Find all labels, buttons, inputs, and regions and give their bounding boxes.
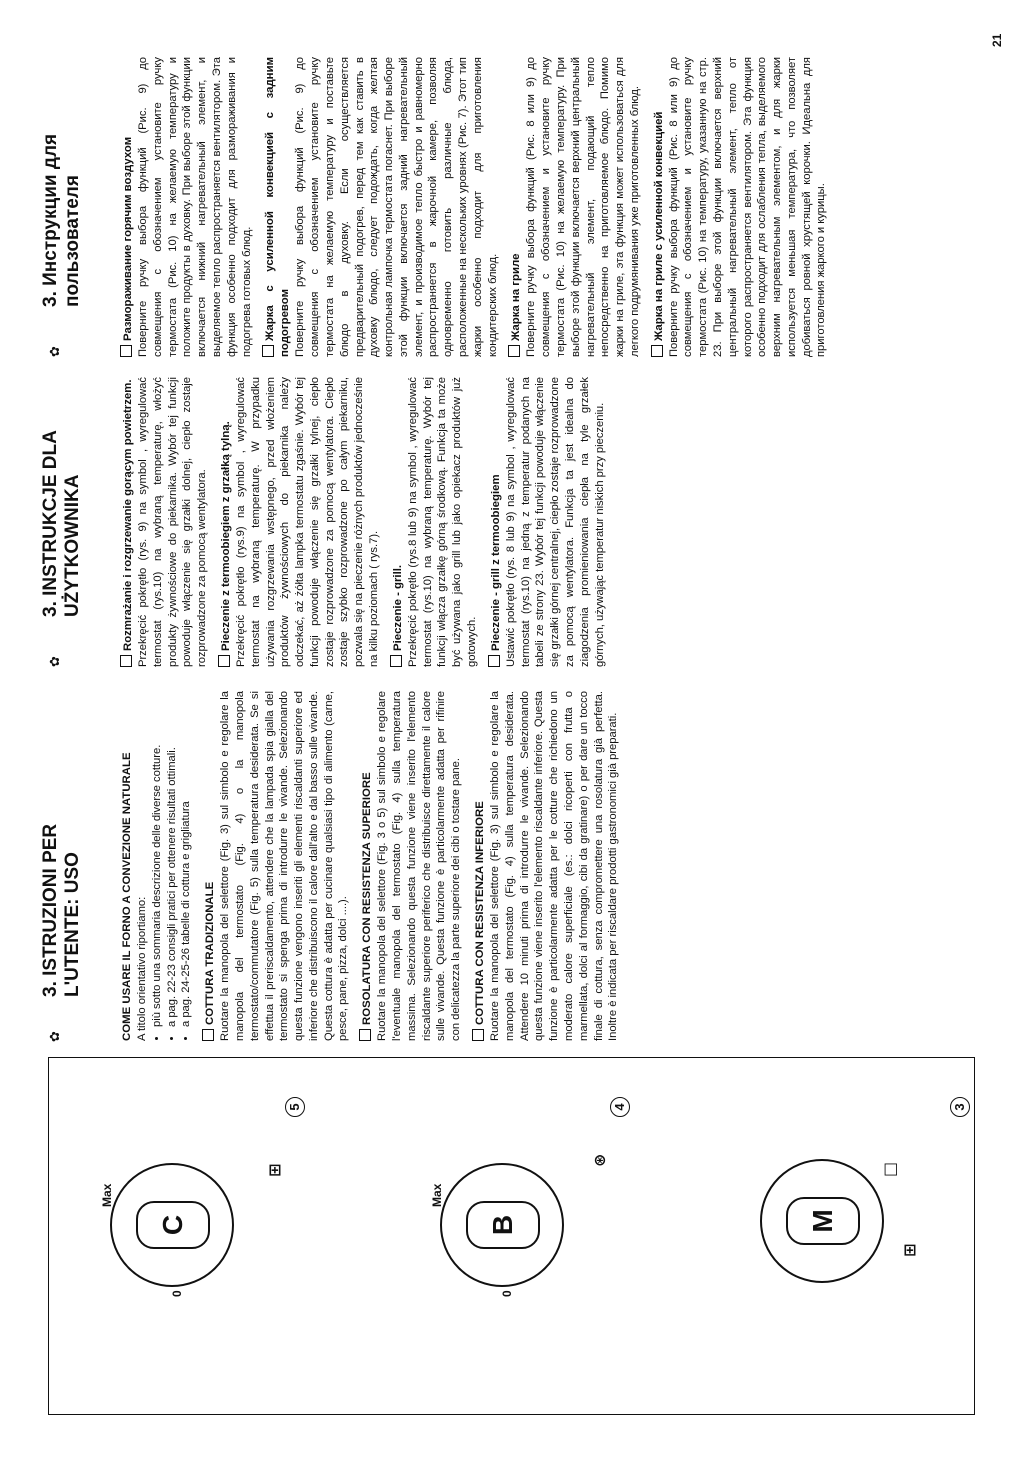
section-heading: ROSOLATURA CON RESISTENZA SUPERIORE: [361, 772, 374, 1025]
polish-title: 3. INSTRUKCJE DLA UŻYTKOWNIKA: [40, 430, 83, 617]
square-icon: [390, 655, 402, 667]
section-text: Ruotare la manopola del selettore (Fig. 3) sul simbolo e regolare la manopola del termostato (Fig. 4) sulla temperatura desiderata. Attendere 10 minuti prima di introdurre le vivande. Selezionando questa funzione viene inserito l'elemento riscaldante inferiore. Questa funzione è particolarmente adatta per le cotture che richiedono un moderato calore superficiale (es.: dolci ricoperti con frutta o marmellata, dolci al formaggio, cibi da gratinare) o per dare un tocco finale di cottura, senza compromettere una rosolatura già perfetta. Inoltre è indicata per riscaldare prodotti gastronomici già preparati.: [489, 691, 620, 1041]
tick-max: Max: [100, 1183, 114, 1207]
section-heading: Жарка на гриле: [510, 253, 523, 341]
square-icon: [120, 345, 132, 357]
square-icon: [472, 1029, 484, 1041]
figure-number: 4: [610, 1097, 630, 1117]
italian-title: 3. ISTRUZIONI PER L'UTENTE: USO: [40, 823, 83, 997]
selector-symbol-icon: □: [880, 1161, 899, 1177]
section-text: Ruotare la manopola del selettore (Fig. 3 o 5) sul simbolo e regolare l'eventuale manopola del termostato (Fig. 4) sulla temperatura massima. Selezionando questa funzione viene inserito l'elemento riscaldante superiore periferico che distribuisce direttamente il calore sulle vivande. Questa funzione è particolarmente adatta per rifinire con delicatezza la parte superiore dei cibi o tostare pane.: [376, 691, 463, 1041]
russian-title: 3. Инструкции для пользователя: [40, 133, 83, 307]
logo-icon: ✿: [48, 1031, 63, 1042]
section-text: Поверните ручку выбора функций (Рис. 9) до совмещения с обозначением установите ручку термостата (Рис. 10) на желаемую температуру и положите продукты в духовку. При выборе этой функции включается нижний нагревательный элемент, и выделяемое тепло распространяется вентилятором. Эта функция особенно подходит для размораживания и подогрева готовых блюд.: [137, 57, 253, 357]
italian-intro: A titolo orientativo riportiamo:: [136, 896, 149, 1041]
selector-knob: [760, 1159, 884, 1283]
section-heading: Жарка с усиленной конвекцией с задним подогревом: [264, 57, 292, 357]
square-icon: [488, 655, 500, 667]
square-icon: [508, 345, 520, 357]
grill-symbol-icon: ⊞: [900, 1243, 919, 1257]
italian-bullets: [150, 691, 194, 1041]
section-text: Ustawić pokrętło (rys. 8 lub 9) na symbol , wyregulować termostat (rys.10) na jedną z temperatur podanych na tabeli ze strony 23. Wybór tej funkcji powoduje włączenie się grzałki górnej centralnej, ciepło zostaje rozprowadzone za pomocą wentylatora. Funkcja ta jest idealna do ziagodzenia promieniowania ciepła na tyle grzałek górnych, używając temperatur niskich przy pieczeniu.: [504, 377, 606, 667]
square-icon: [651, 345, 663, 357]
figure-number: 5: [285, 1097, 305, 1117]
section-heading: Pieczenie z termoobiegiem z grzałką tylną.: [219, 421, 232, 651]
italian-column: [112, 691, 621, 1041]
grill-symbol-icon: ⊞: [265, 1163, 284, 1177]
page-number: 21: [990, 33, 1004, 47]
section-heading: Pieczenie - grill z termoobiegiem: [489, 474, 502, 651]
bullet-item: • più sotto una sommaria descrizione delle diverse cotture.: [150, 691, 165, 1027]
tick-max: Max: [430, 1183, 444, 1207]
thermostat-commutator-knob: [110, 1163, 234, 1287]
section-text: Ruotare la manopola del selettore (Fig. 3) sul simbolo e regolare la manopola del termostato (Fig. 4) o la manopola termostato/commutatore (Fig. 5) sulla temperatura desiderata. Se si effettua il preriscaldamento, attendere che la lampada spia gialla del termostato si spenga prima di introdurre le vivande. Selezionando questa funzione vengono inseriti gli elementi riscaldanti superiore ed inferiore che distribuiscono il calore dall'alto e dal basso sulle vivande. Questa cottura è adatta per cucinare qualsiasi tipo di alimento (carne, pesce, pane, pizza, dolci ....).: [219, 691, 350, 1041]
russian-column: [112, 57, 829, 357]
section-text: Поверните ручку выбора функций (Рис. 8 или 9) до совмещения с обозначением и установите ручку термостата (Рис. 10) на температуру, указанную на стр. 23. При выборе этой функции включается верхний центральный нагревательный элемент, тепло от которого распространяется вентилятором. Эта функция особенно подходит для ослабления тепла, выделяемого верхним нагревательным элементом, и для жарки используется меньшая температура, что позволяет добиваться ровной хрустящей корочки. Идеальна для приготовления жаркого и курицы.: [667, 57, 828, 357]
knob-letter: B: [466, 1201, 540, 1249]
bullet-item: • a pag. 24-25-26 tabelle di cottura e grigliatura: [179, 691, 194, 1027]
section-heading: COTTURA CON RESISTENZA INFERIORE: [473, 801, 486, 1025]
square-icon: [218, 655, 230, 667]
polish-column: [112, 377, 607, 667]
tick-0: 0: [500, 1290, 514, 1297]
tick-0: 0: [170, 1290, 184, 1297]
square-icon: [120, 655, 132, 667]
section-heading: Rozmrażanie i rozgrzewanie gorącym powietrzem.: [122, 379, 134, 651]
square-icon: [359, 1029, 371, 1041]
knob-letter: M: [786, 1197, 860, 1245]
figure-number: 3: [950, 1097, 970, 1117]
thermostat-knob: [440, 1163, 564, 1287]
section-text: Поверните ручку выбора функций (Рис. 8 или 9) до совмещения с обозначением и установите ручку термостата (Рис. 10) на желаемую температуру. При выборе этой функции включается верхний центральный нагревательный элемент, подающий тепло непосредственно на приготовляемое блюдо. Помимо жарки на гриле, эта функция может использоваться для легкого подрумянивания уже приготовленных блюд.: [525, 57, 641, 357]
section-heading: Жарка на гриле с усиленной конвекцией: [652, 111, 665, 341]
section-text: Przekręcić pokrętło (rys.8 lub 9) na symbol , wyregulować termostat (rys.10) na wybraną temperaturę. Wybór tej funkcji włącza grzałkę górną środkową. Funkcja ta może być używana jako grill lub jako opiekacz produktów już gotowych.: [406, 377, 478, 667]
knob-letter: C: [136, 1201, 210, 1249]
section-heading: COTTURA TRADIZIONALE: [204, 881, 217, 1025]
logo-icon: ✿: [48, 656, 63, 667]
square-icon: [262, 345, 274, 357]
section-text: Przekręcić pokrętło (rys.9) na symbol , wyregulować termostat na wybraną temperaturę. W przypadku używania rozgrzewania wstępnego, przed włożeniem produktów żywnościowych do piekarnika należy odczekać, aż żółta lampka termostatu zgaśnie. Wybór tej funkcji powoduje włączenie się grzałki tylnej, ciepło zostaje rozprowadzone za pomocą wentylatora. Ciepło zostaje szybko rozprowadzone po całym piekarniku, pozwala się na pieczenie różnych produktów jednocześnie na kilku poziomach ( rys.7).: [235, 377, 381, 667]
italian-intro-heading: COME USARE IL FORNO A CONVEZIONE NATURALE: [121, 752, 133, 1041]
bullet-item: • a pag. 22-23 consigli pratici per ottenere risultati ottimali.: [165, 691, 180, 1027]
section-text: Поверните ручку выбора функций (Рис. 9) до совмещения с обозначением установите ручку термостата на желаемую температуру и поставьте блюдо в духовку. Если осуществляется предварительный подогрев, перед тем как ставить в духовку блюдо, следует подождать, когда желтая контрольная лампочка термостата погаснет. При выборе этой функции включается задний нагревательный элемент, и производимое тепло быстро и равномерно распространяется в жарочной камере, позволяя одновременно готовить различные блюда, расположенные на нескольких уровнях (Рис. 7). Этот тип жарки особенно подходит для приготовления кондитерских блюд.: [294, 57, 499, 357]
square-icon: [202, 1029, 214, 1041]
section-heading: Pieczenie - grill.: [391, 564, 404, 651]
section-heading: Размораживание горячим воздухом: [122, 136, 134, 341]
section-text: Przekręcić pokrętło (rys. 9) na symbol , wyregulować termostat (rys.10) na wybraną temperaturę, włożyć produkty żywnościowe do piekarnika. Wybór tej funkcji powoduje włączenie się grzałki dolnej, ciepło zostaje rozprowadzone za pomocą wentylatora.: [137, 377, 209, 667]
logo-icon: ✿: [48, 346, 63, 357]
fan-symbol-icon: ⊛: [590, 1153, 609, 1167]
